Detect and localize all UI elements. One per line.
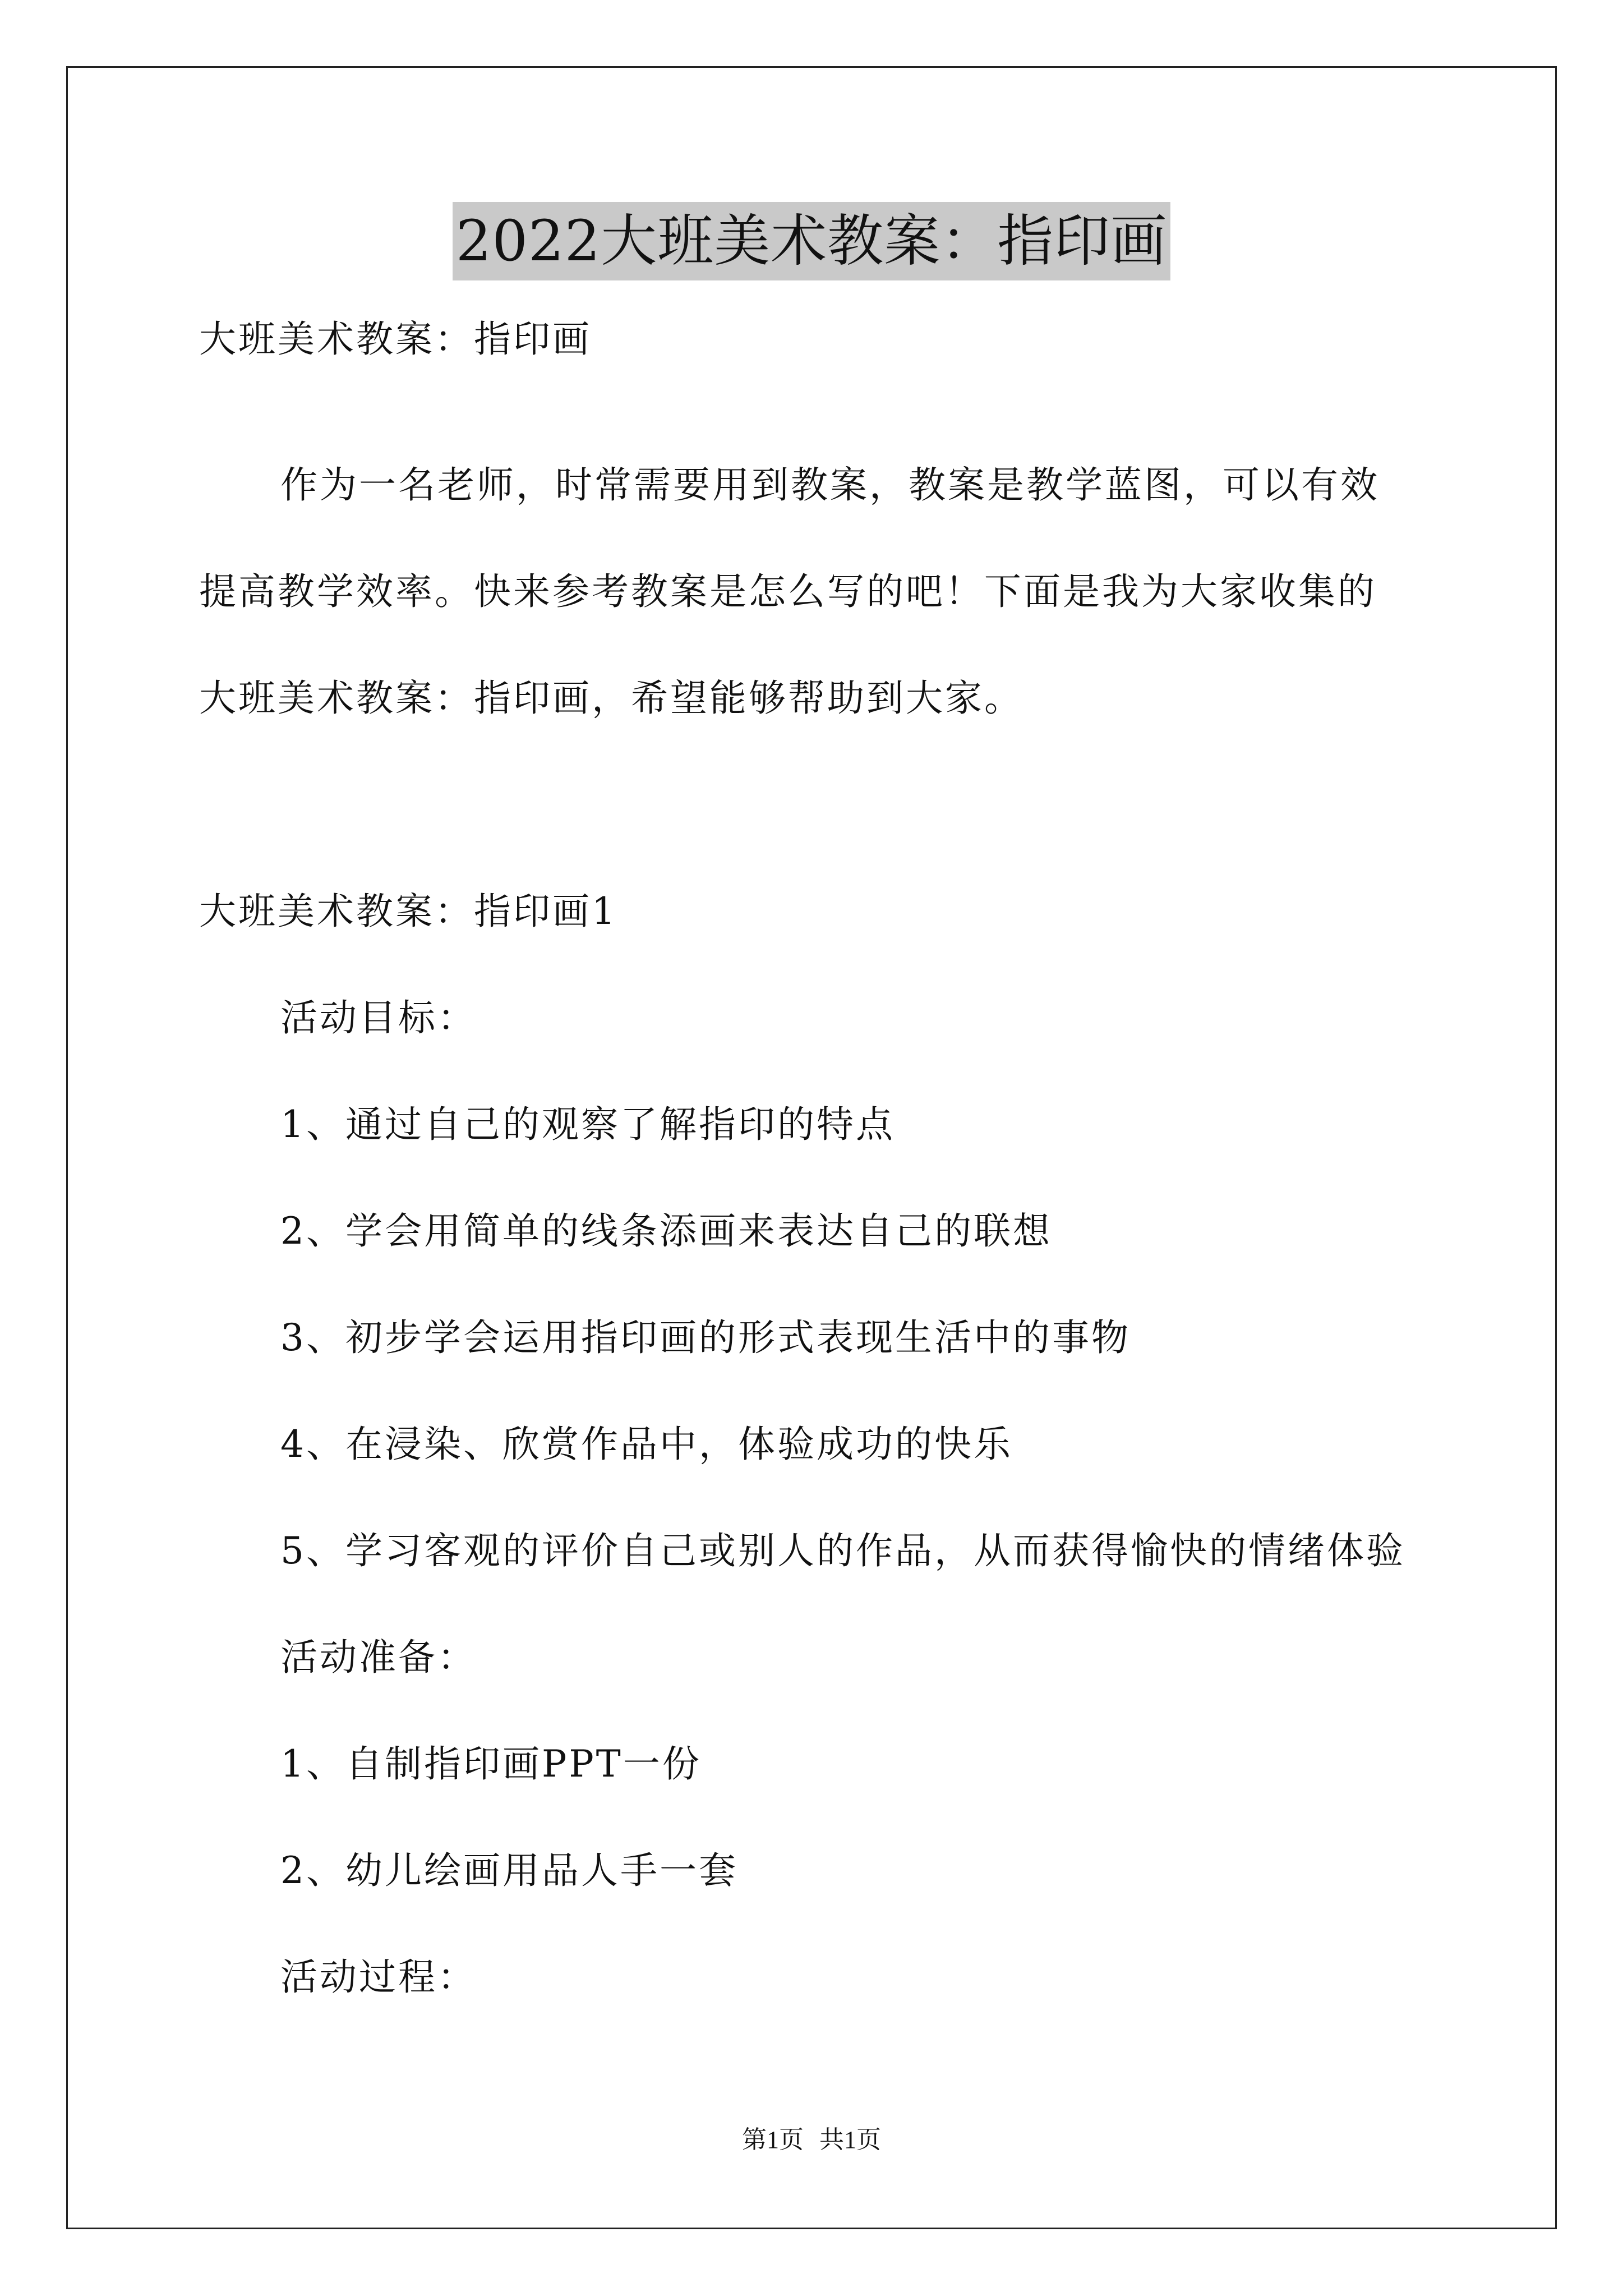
goal-item-4: 4、在浸染、欣赏作品中，体验成功的快乐 <box>280 1423 1013 1466</box>
intro-line-2: 提高教学效率。快来参考教案是怎么写的吧！下面是我为大家收集的 <box>199 570 1377 613</box>
page-footer <box>0 2123 1623 2157</box>
title-container <box>0 202 1623 280</box>
page-number: 第1页 <box>742 2126 804 2154</box>
goal-item-1: 1、通过自己的观察了解指印的特点 <box>280 1103 895 1146</box>
intro-line-1: 作为一名老师，时常需要用到教案，教案是教学蓝图，可以有效 <box>280 463 1380 507</box>
document-title: 2022大班美术教案：指印画 <box>453 202 1171 280</box>
goal-item-5: 5、学习客观的评价自己或别人的作品，从而获得愉快的情绪体验 <box>280 1529 1405 1572</box>
goal-item-2: 2、学会用简单的线条添画来表达自己的联想 <box>280 1209 1052 1253</box>
intro-line-3: 大班美术教案：指印画，希望能够帮助到大家。 <box>199 677 1023 720</box>
section-heading: 大班美术教案：指印画1 <box>199 890 617 933</box>
goal-item-3: 3、初步学会运用指印画的形式表现生活中的事物 <box>280 1316 1131 1359</box>
page-total: 共1页 <box>819 2126 881 2154</box>
process-heading: 活动过程： <box>280 1955 477 1999</box>
subtitle: 大班美术教案：指印画 <box>199 318 592 361</box>
prep-item-1: 1、自制指印画PPT一份 <box>280 1742 702 1786</box>
prep-heading: 活动准备： <box>280 1636 477 1679</box>
prep-item-2: 2、幼儿绘画用品人手一套 <box>280 1849 738 1892</box>
goals-heading: 活动目标： <box>280 996 477 1039</box>
